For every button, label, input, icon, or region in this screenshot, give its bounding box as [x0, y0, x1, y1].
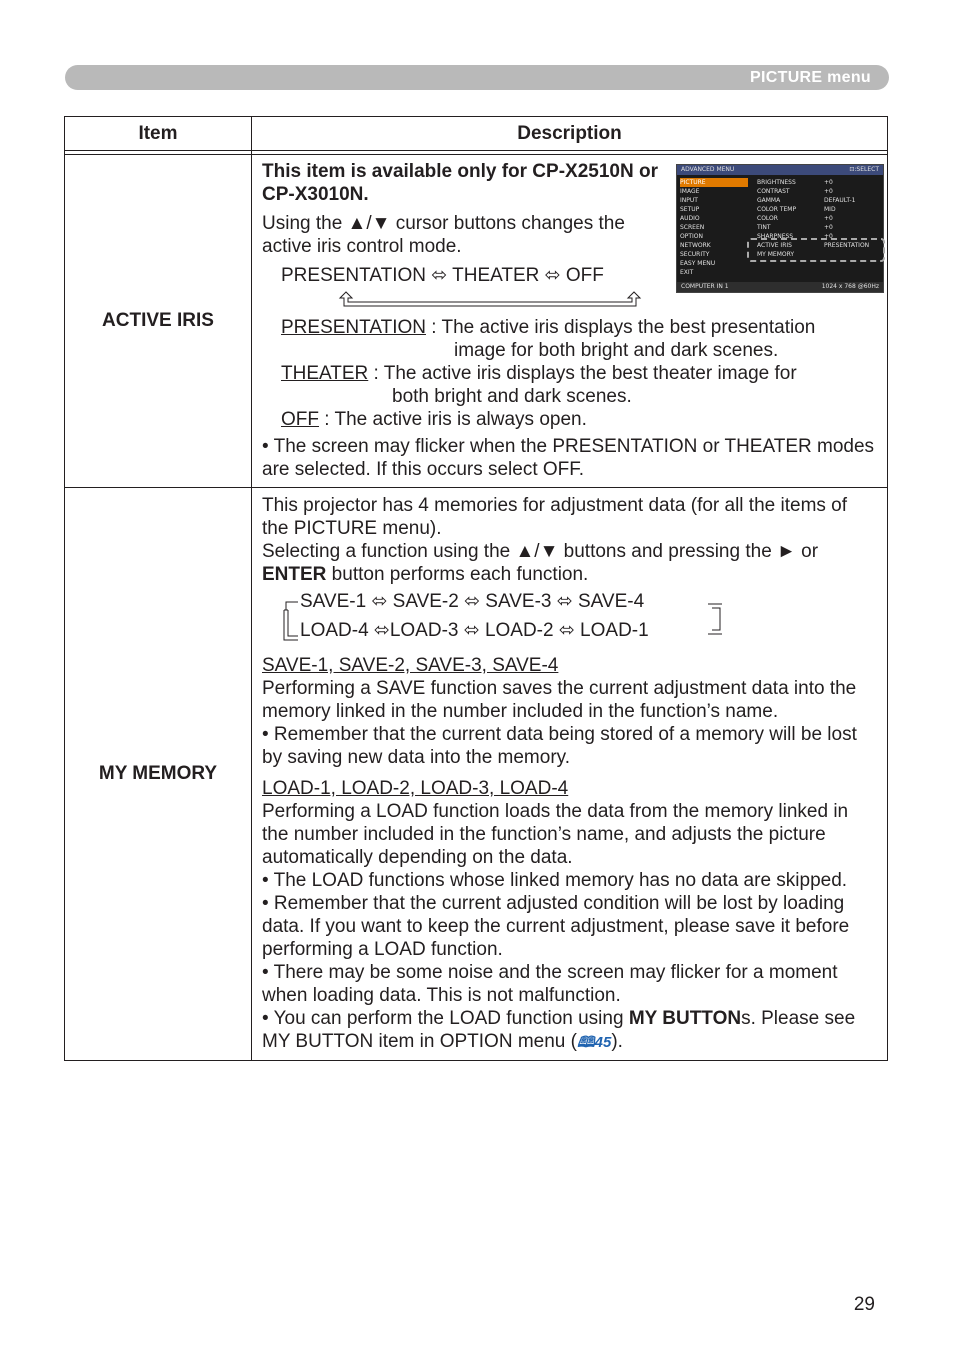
book-icon: 🕮: [576, 1034, 595, 1051]
menu-shot-subitem: CONTRAST: [757, 188, 790, 195]
item-active-iris: ACTIVE IRIS: [65, 155, 252, 488]
picture-menu-table: [64, 116, 888, 1061]
column-header-item: Item: [65, 117, 252, 151]
menu-shot-subitem: COLOR: [757, 215, 778, 222]
menu-shot-item: OPTION: [680, 233, 703, 240]
menu-shot-subitem: MY MEMORY: [757, 251, 795, 258]
page-reference-link[interactable]: [577, 1031, 611, 1054]
mode-cycle-text: PRESENTATION ⬄ THEATER ⬄ OFF: [281, 265, 604, 286]
load-note-noise: • There may be some noise and the screen may flicker for a moment when loading data. This is not malfunction.: [262, 962, 838, 1006]
table-row: [65, 488, 888, 1061]
presentation-desc-line1: [262, 316, 877, 339]
save-heading: SAVE-1, SAVE-2, SAVE-3, SAVE-4: [262, 655, 559, 676]
load-note-lost: • Remember that the current adjusted condition will be lost by loading data. If you want to keep the current adjustment, please save it before performing a LOAD function.: [262, 893, 850, 960]
menu-shot-main-list: [680, 178, 748, 277]
usage-line-1: Using the ▲/▼ cursor buttons changes the: [262, 213, 625, 234]
my-button-note: [262, 1007, 877, 1054]
presentation-desc-line2: image for both bright and dark scenes.: [454, 340, 779, 361]
menu-shot-item: PICTURE: [680, 178, 748, 187]
menu-shot-item: SETUP: [680, 206, 700, 213]
memory-cycle: [262, 588, 877, 646]
theater-desc-line1: [262, 362, 877, 385]
menu-shot-subitem: TINT: [757, 224, 771, 231]
enter-keyword: ENTER: [262, 564, 327, 585]
theater-desc-line2: both bright and dark scenes.: [392, 386, 632, 407]
selecting-text: Selecting a function using the ▲/▼ buttons and pressing the ► or: [262, 541, 819, 562]
load-description: Performing a LOAD function loads the data from the memory linked in the number included in the function’s name, and adjusts the picture automatically depending on the data.: [262, 801, 849, 868]
my-button-keyword: MY BUTTON: [628, 1008, 742, 1029]
menu-shot-subitem: COLOR TEMP: [757, 206, 797, 213]
section-header-bar: [65, 65, 889, 90]
menu-shot-select-hint: ⊡:SELECT: [849, 166, 879, 173]
theater-desc-text: : The active iris displays the best theater image for: [368, 363, 797, 384]
menu-shot-value: +0: [824, 224, 833, 231]
menu-shot-value: +0: [824, 233, 833, 240]
menu-shot-value: +0: [824, 188, 833, 195]
my-button-note-text: • You can perform the LOAD function using: [262, 1008, 629, 1029]
menu-shot-item: INPUT: [680, 197, 698, 204]
save-note: • Remember that the current data being stored of a memory will be lost by saving new data into the memory.: [262, 724, 857, 768]
usage-line-2: active iris control mode.: [262, 236, 462, 257]
menu-shot-footer-input: COMPUTER IN 1: [681, 283, 729, 290]
load-heading: LOAD-1, LOAD-2, LOAD-3, LOAD-4: [262, 778, 569, 799]
menu-shot-value: +0: [824, 179, 833, 186]
item-my-memory: MY MEMORY: [65, 488, 252, 1061]
loop-arrow-icon: [338, 288, 658, 310]
menu-shot-subitem: GAMMA: [757, 197, 781, 204]
memory-selecting: [262, 540, 877, 586]
advanced-menu-screenshot: [676, 164, 884, 293]
menu-shot-highlight: [747, 238, 885, 262]
save-description: Performing a SAVE function saves the current adjustment data into the memory linked in the number included in the function’s name.: [262, 678, 857, 722]
presentation-desc-text: : The active iris displays the best presentation: [425, 317, 816, 338]
page-number: 29: [853, 1294, 875, 1315]
menu-shot-item: SCREEN: [680, 224, 705, 231]
description-active-iris: [252, 155, 888, 488]
my-button-note-text2: s. Please see MY BUTTON item in OPTION menu (: [262, 1008, 856, 1052]
menu-shot-item: EXIT: [680, 269, 694, 276]
theater-term: THEATER: [281, 363, 369, 384]
off-desc: [262, 408, 877, 431]
memory-intro: This projector has 4 memories for adjustment data (for all the items of the PICTURE menu).: [262, 495, 848, 539]
off-desc-text: : The active iris is always open.: [319, 409, 587, 430]
table-row: [65, 155, 888, 488]
menu-shot-subitem: ACTIVE IRIS: [757, 242, 792, 249]
menu-shot-value: MID: [824, 206, 836, 213]
save-cycle-row: SAVE-1 ⬄ SAVE-2 ⬄ SAVE-3 ⬄ SAVE-4: [300, 591, 645, 612]
load-note-skipped: • The LOAD functions whose linked memory has no data are skipped.: [262, 870, 848, 891]
column-header-description: Description: [252, 117, 888, 151]
menu-shot-footer-signal: 1024 x 768 @60Hz: [821, 283, 879, 290]
menu-shot-value: PRESENTATION: [824, 242, 870, 249]
menu-shot-item: SECURITY: [680, 251, 710, 258]
menu-shot-item: EASY MENU: [680, 260, 716, 267]
menu-shot-title: ADVANCED MENU: [681, 166, 735, 173]
menu-shot-value: +0: [824, 215, 833, 222]
my-button-note-end: ).: [611, 1031, 623, 1052]
menu-shot-item: AUDIO: [680, 215, 700, 222]
selecting-text-end: button performs each function.: [326, 564, 589, 585]
menu-shot-item: NETWORK: [680, 242, 711, 249]
load-cycle-row: LOAD-4 ⬄LOAD-3 ⬄ LOAD-2 ⬄ LOAD-1: [300, 620, 649, 641]
flicker-note: • The screen may flicker when the PRESENTATION or THEATER modes are selected. If this occurs select OFF.: [262, 436, 875, 480]
page-reference-number: 45: [594, 1034, 612, 1051]
availability-note: This item is available only for CP-X2510N or CP-X3010N.: [262, 161, 658, 205]
table-header-row: [65, 117, 888, 151]
menu-shot-subitem: BRIGHTNESS: [757, 179, 796, 186]
description-my-memory: [252, 488, 888, 1061]
menu-shot-subitem: SHARPNESS: [757, 233, 794, 240]
menu-shot-value: DEFAULT-1: [824, 197, 856, 204]
off-term: OFF: [281, 409, 319, 430]
menu-shot-footer: [677, 282, 883, 292]
menu-shot-header: [677, 165, 883, 175]
section-title: PICTURE menu: [750, 69, 871, 86]
menu-shot-item: IMAGE: [680, 188, 700, 195]
presentation-term: PRESENTATION: [281, 317, 426, 338]
